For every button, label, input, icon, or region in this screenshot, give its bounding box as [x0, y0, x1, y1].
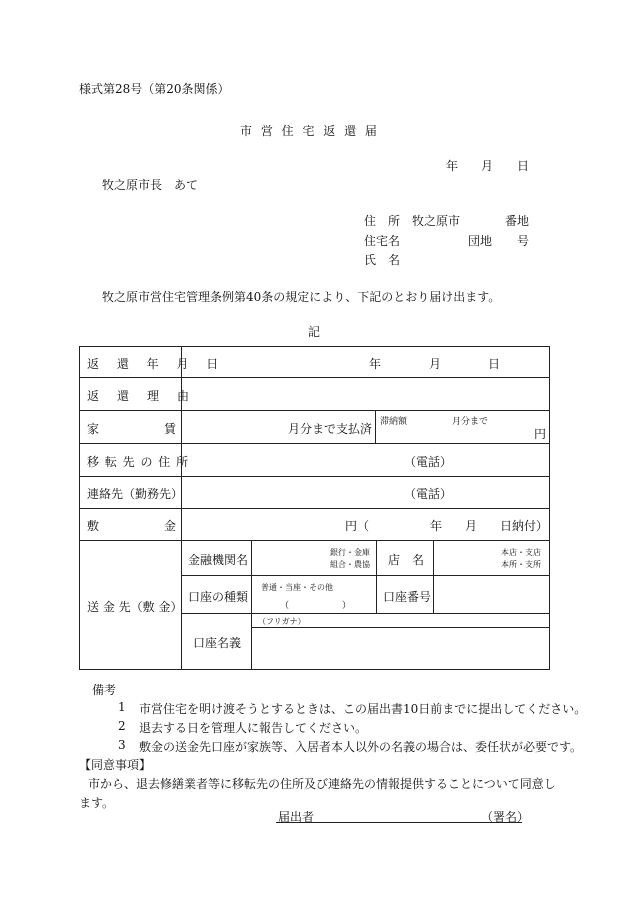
date-month: 月 [481, 159, 494, 173]
date-year: 年 [446, 159, 459, 173]
branch-types-1: 本店・支店 [501, 548, 541, 557]
furigana-label: （フリガナ） [258, 617, 306, 626]
rent-label-1: 家 [87, 422, 100, 436]
note-2-text: 退去する日を管理人に報告してください。 [139, 721, 368, 735]
bank-types-2: 組合・農協 [330, 560, 370, 569]
name-label: 氏 名 [364, 253, 401, 267]
rent-paid: 月分まで支払済 [288, 422, 373, 436]
housing-go: 号 [517, 234, 530, 248]
deposit-day: 日納付） [500, 519, 549, 533]
return-date-label: 返 還 年 月 日 [87, 357, 226, 371]
rent-label-2: 賃 [164, 422, 177, 436]
addressee: 牧之原市長 あて [102, 178, 199, 192]
contact-label: 連絡先（勤務先） [87, 487, 184, 501]
note-1-num: 1 [118, 700, 126, 714]
new-address-label: 移 転 先 の 住 所 [87, 455, 190, 469]
note-1-text: 市営住宅を明け渡そうとするときは、この届出書10日前までに提出してください。 [139, 702, 587, 716]
housing-danchi: 団地 [468, 234, 493, 248]
branch-label: 店 名 [388, 553, 425, 567]
notes-heading: 備考 [92, 683, 117, 697]
return-date-month: 月 [429, 357, 442, 371]
page-title: 市 営 住 宅 返 還 届 [240, 124, 377, 138]
housing-label: 住宅名 [364, 234, 401, 248]
account-type-options: 普通・当座・その他 [261, 583, 333, 592]
deposit-yen: 円（ [345, 519, 370, 533]
return-date-day: 日 [488, 357, 501, 371]
address-city: 牧之原市 [412, 214, 461, 228]
address-label: 住 所 [364, 214, 401, 228]
deposit-label-2: 金 [164, 519, 177, 533]
ki-label: 記 [308, 325, 321, 339]
arrears-yen: 円 [534, 427, 547, 441]
account-type-paren-open: （ [280, 601, 290, 611]
reason-label: 返 還 理 由 [87, 389, 193, 403]
date-day: 日 [517, 159, 530, 173]
form-number: 様式第28号（第20条関係） [79, 82, 230, 96]
new-address-phone: （電話） [404, 455, 453, 469]
account-type-label: 口座の種類 [188, 590, 249, 604]
consent-line-1: 市から、退去修繕業者等に移転先の住所及び連絡先の情報提供することについて同意し [88, 777, 556, 791]
form-table [79, 346, 550, 670]
arrears-month: 月分まで [452, 417, 489, 427]
note-3-text: 敷金の送金先口座が家族等、入居者本人以外の名義の場合は、委任状が必要です。 [139, 740, 583, 754]
consent-line-2: ます。 [79, 796, 115, 810]
signer-label: 届出者 [278, 810, 315, 824]
consent-heading: 【同意事項】 [79, 758, 152, 772]
note-2-num: 2 [118, 719, 126, 733]
account-number-label: 口座番号 [383, 590, 432, 604]
deposit-year: 年 [430, 519, 443, 533]
deposit-month: 月 [465, 519, 478, 533]
bank-label: 金融機関名 [188, 553, 249, 567]
arrears-label: 滞納額 [380, 417, 408, 427]
note-3-num: 3 [118, 738, 126, 752]
address-banchi: 番地 [505, 214, 530, 228]
account-type-paren-close: ） [342, 601, 352, 611]
return-date-year: 年 [369, 357, 382, 371]
intro-text: 牧之原市営住宅管理条例第40条の規定により、下記のとおり届け出ます。 [102, 290, 501, 304]
signature-label: （署名） [481, 810, 530, 824]
deposit-label-1: 敷 [87, 519, 100, 533]
contact-phone: （電話） [404, 487, 453, 501]
account-name-label: 口座名義 [193, 636, 242, 650]
bank-types-1: 銀行・金庫 [330, 548, 370, 557]
remit-label: 送 金 先（敷 金） [87, 600, 183, 614]
branch-types-2: 本所・支所 [501, 560, 541, 569]
